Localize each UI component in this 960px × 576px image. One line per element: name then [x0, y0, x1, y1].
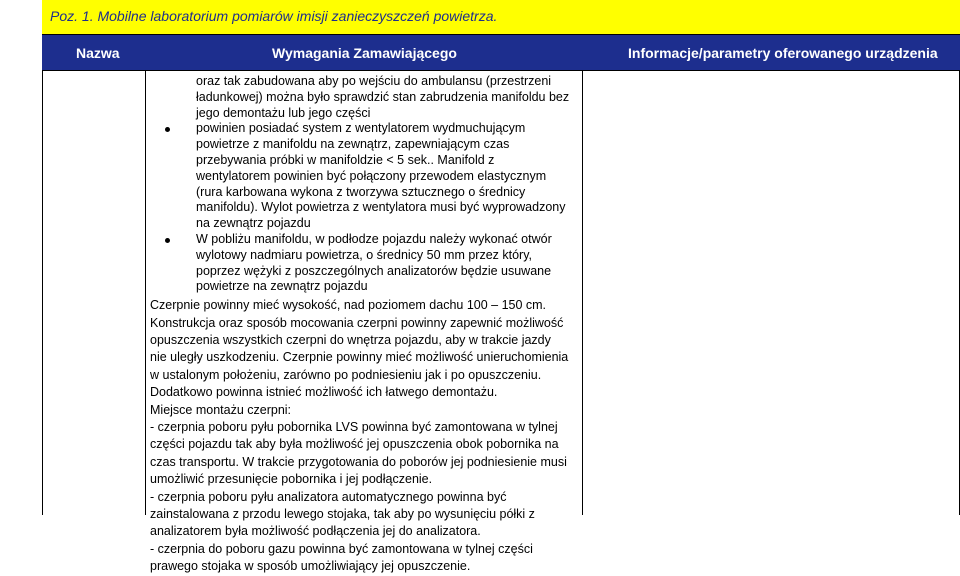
text-line: - czerpnia poboru pyłu analizatora automatycznego powinna być: [150, 489, 507, 504]
text-line: na zewnątrz pojazdu: [196, 216, 311, 231]
section-title-bar: [42, 0, 960, 35]
text-line: - czerpnia poboru pyłu pobornika LVS powinna być zamontowana w tylnej: [150, 420, 558, 434]
text-line: ładunkowej) można było sprawdzić stan zabrudzenia manifoldu bez: [196, 89, 570, 104]
table-divider-1: [145, 71, 146, 515]
text-line: Miejsce montażu czerpni:: [150, 402, 292, 417]
text-line: manifoldu). Wylot powietrza z wentylatora musi być wyprowadzony: [196, 200, 566, 215]
text-line: nie uległy uszkodzeniu. Czerpnie powinny mieć możliwość unieruchomienia: [150, 350, 569, 365]
requirements-paragraph: [150, 297, 580, 576]
text-line: Konstrukcja oraz sposób mocowania czerpni powinny zapewnić możliwość: [150, 315, 564, 330]
list-item: [150, 121, 580, 232]
text-line: - czerpnia do poboru gazu powinna być zamontowana w tylnej części: [150, 541, 533, 556]
bullet-list: [150, 74, 580, 295]
text-line: poprzez wężyki z poszczególnych analizatorów będzie usuwane: [196, 263, 552, 278]
requirements-cell: [150, 74, 580, 576]
table-divider-2: [582, 71, 583, 515]
text-line: Dodatkowo powinna istnieć możliwość ich łatwego demontażu.: [150, 385, 498, 400]
table-header: [42, 35, 960, 71]
text-line: przebywania próbki w manifoldzie < 5 sek.. Manifold z: [196, 152, 495, 167]
text-line: analizatorem była możliwość podłączenia jej do analizatora.: [150, 524, 481, 539]
text-line: opuszczenia wszystkich czerpni do wnętrza pojazdu, aby w trakcie jazdy: [150, 332, 551, 347]
text-line: prawego stojaka w sposób umożliwiający jej opuszczenie.: [150, 559, 471, 574]
text-line: w ustalonym położeniu, zarówno po podniesieniu jak i po opuszczeniu.: [150, 367, 542, 382]
text-line: wylotowy nadmiaru powietrza, o średnicy 50 mm przez który,: [196, 247, 532, 262]
text-line: zainstalowana z przodu lewego stojaka, tak aby po wysunięciu półki z: [150, 507, 535, 522]
text-line: oraz tak zabudowana aby po wejściu do ambulansu (przestrzeni: [196, 74, 552, 88]
list-item: [150, 232, 580, 295]
column-header-requirements: Wymagania Zamawiającego: [272, 45, 457, 61]
text-line: części pojazdu tak aby była możliwość jej opuszczenia obok pobornika na: [150, 437, 559, 452]
text-line: umożliwić przesunięcie pobornika i jej podłączenie.: [150, 472, 433, 487]
column-header-name: Nazwa: [76, 45, 120, 61]
text-line: W pobliżu manifoldu, w podłodze pojazdu należy wykonać otwór: [196, 231, 552, 246]
text-line: wentylatorem powinien być połączony przewodem elastycznym: [196, 168, 547, 183]
text-line: czas transportu. W trakcie przygotowania do poborów jej podniesienie musi: [150, 454, 567, 469]
column-header-offered-parameters: Informacje/parametry oferowanego urządzenia: [628, 45, 938, 61]
text-line: powietrze na zewnątrz pojazdu: [196, 279, 368, 294]
section-title: Poz. 1. Mobilne laboratorium pomiarów imisji zanieczyszczeń powietrza.: [50, 8, 498, 24]
list-item: [150, 74, 580, 121]
text-line: powinien posiadać system z wentylatorem wydmuchującym: [196, 121, 526, 136]
text-line: powietrze z manifoldu na zewnątrz, zapewniającym czas: [196, 137, 510, 152]
text-line: jego demontażu lub jego części: [196, 105, 371, 120]
text-line: (rura karbowana wykona z tworzywa sztucznego o średnicy: [196, 184, 526, 199]
text-line: Czerpnie powinny mieć wysokość, nad poziomem dachu 100 – 150 cm.: [150, 298, 547, 313]
table-border-left: [42, 71, 43, 515]
